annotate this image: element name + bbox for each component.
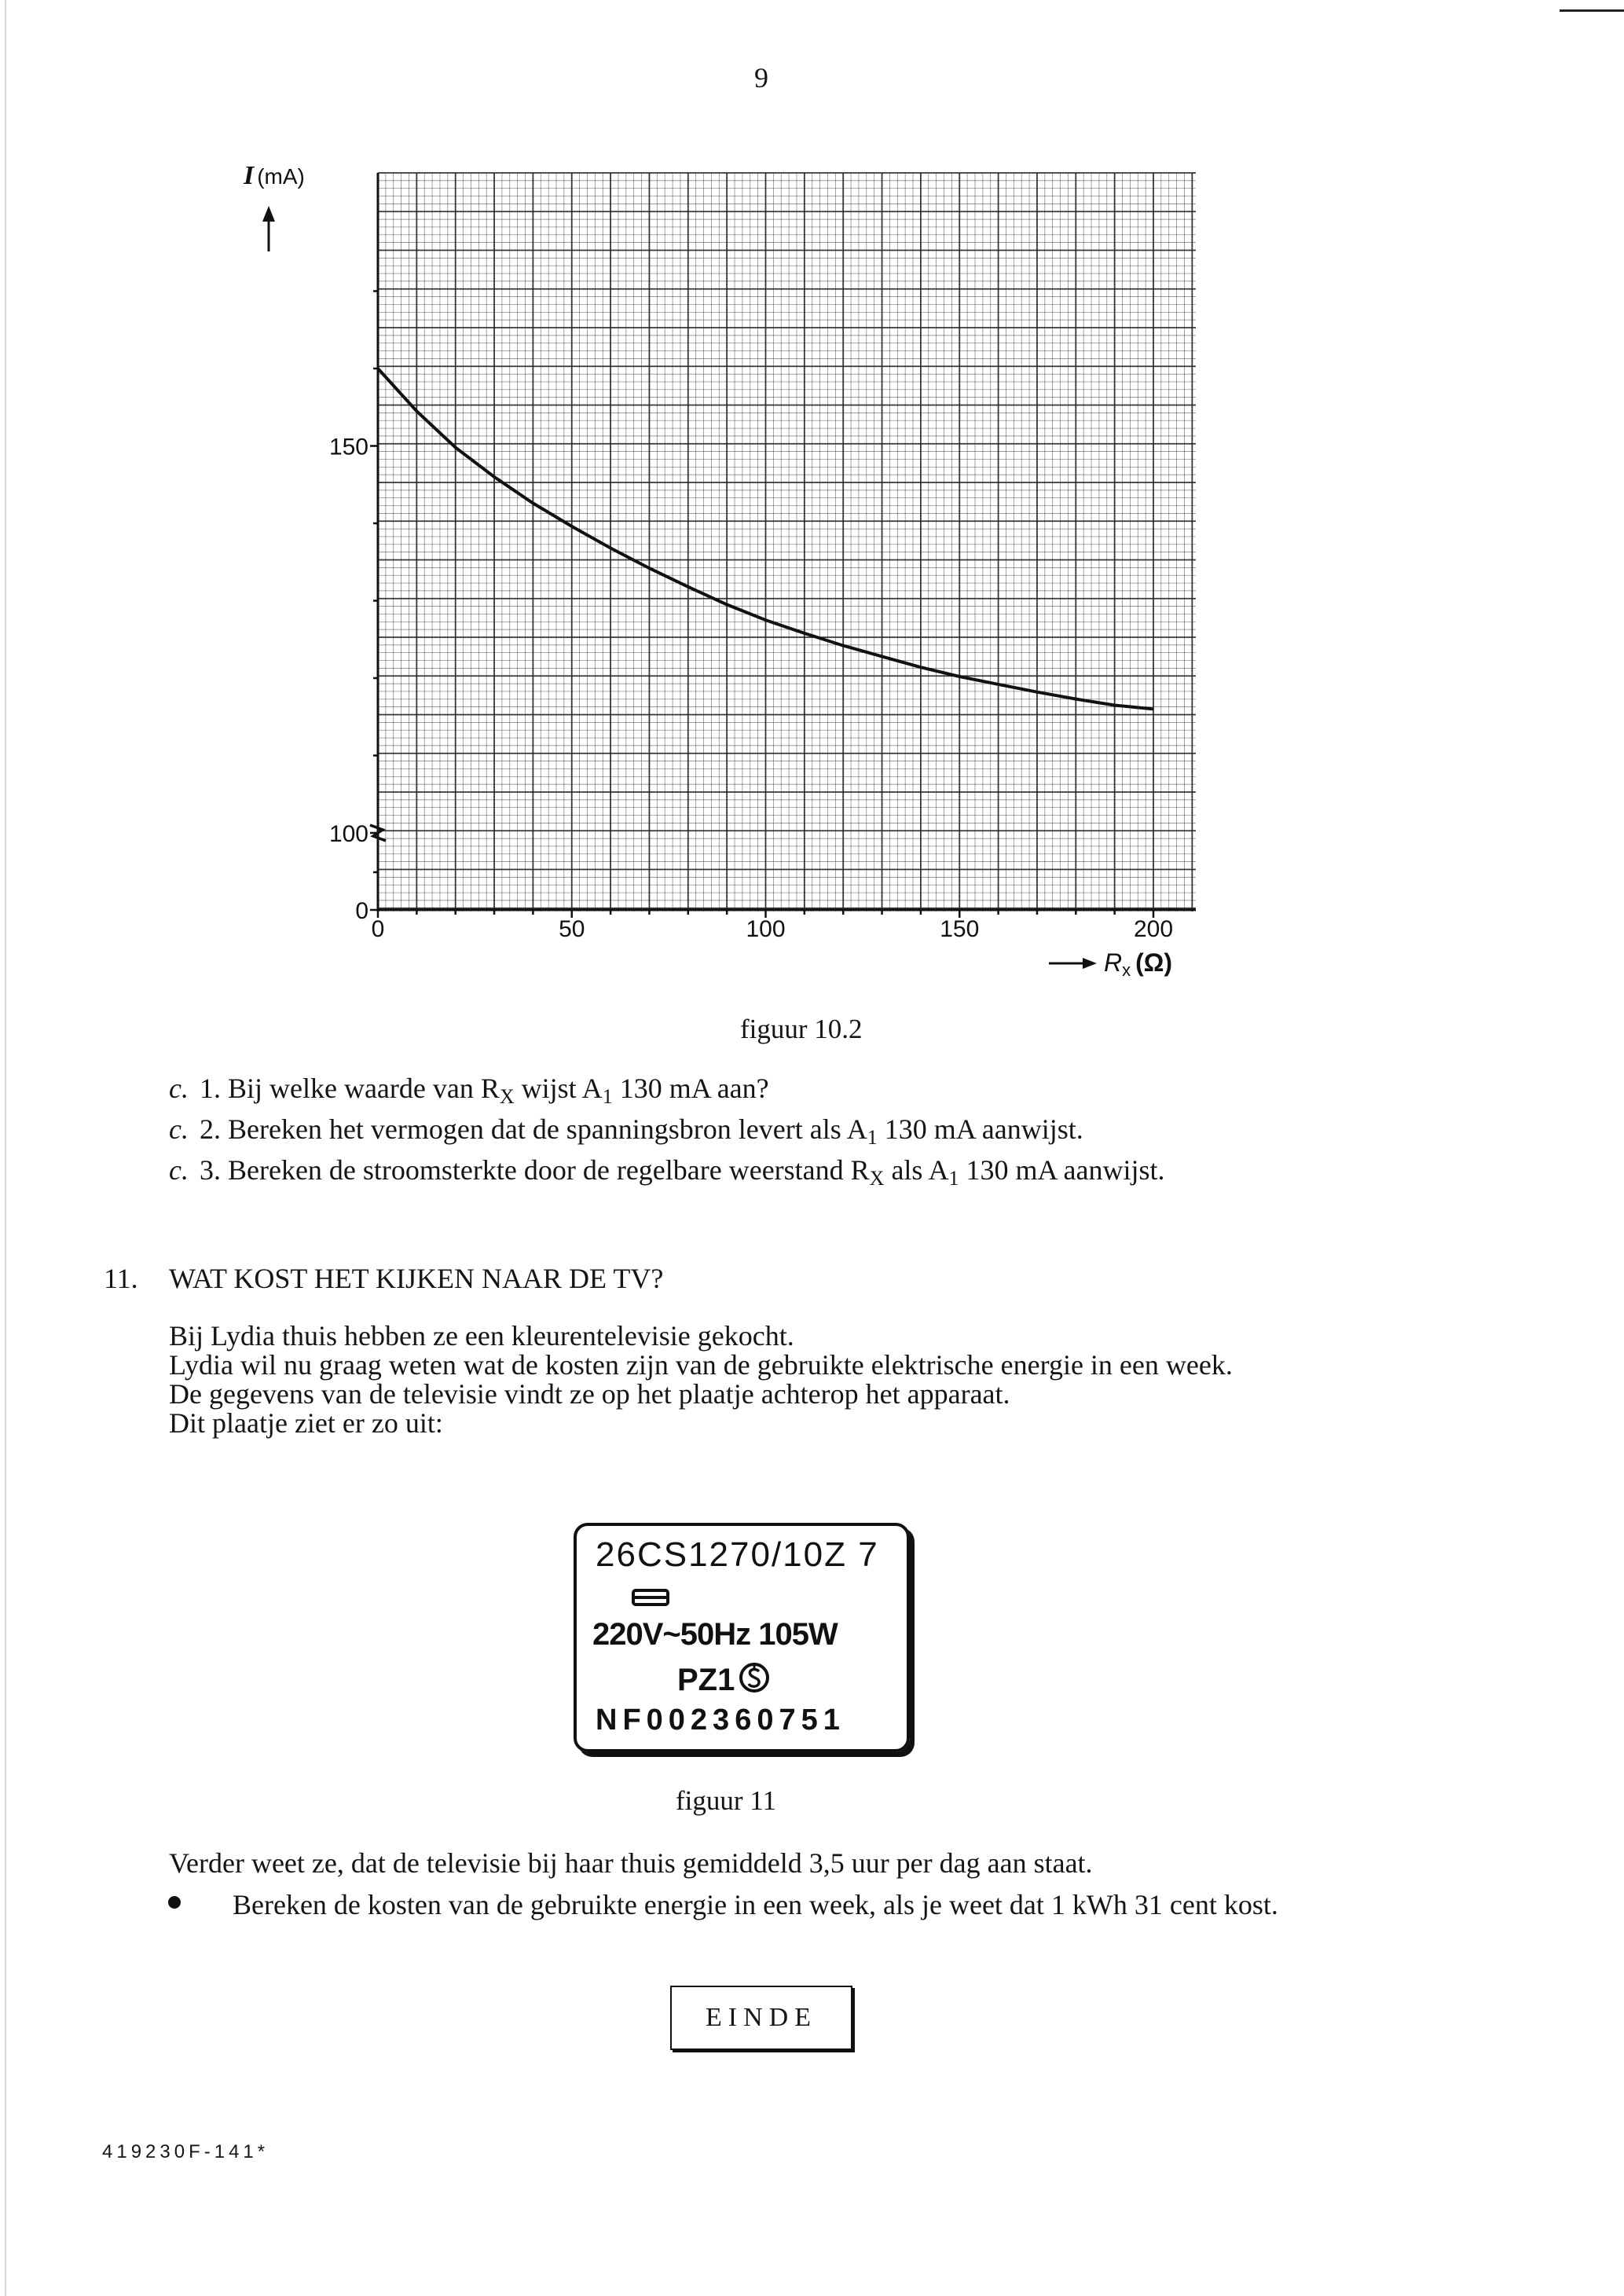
question-text: 130 mA aanwijst. [877,1113,1083,1145]
section-paragraph [169,1322,1233,1438]
fuse-icon [630,1586,671,1609]
y-axis-label: I (mA) [244,161,305,190]
question-label: c. [169,1154,189,1186]
question-c3 [169,1154,1164,1190]
x-tick-label: 150 [940,916,980,942]
question-text: 1. Bij welke waarde van R [199,1073,500,1104]
safety-mark-icon [739,1660,770,1696]
question-text: 130 mA aanwijst. [959,1154,1165,1186]
figure-10-2-chart [244,149,1218,990]
graph-paper-grid [370,173,1196,911]
x-tick-label: 0 [371,916,385,942]
subscript: 1 [867,1126,878,1149]
tv-type-plate [574,1523,910,1752]
question-c1 [169,1072,769,1109]
x-tick-label: 200 [1133,916,1174,942]
plate-mark: PZ1 [677,1663,735,1697]
x-tick-label: 100 [746,916,786,942]
section-number: 11. [104,1263,138,1294]
question-text: 2. Bereken het vermogen dat de spanningsbron levert als A [199,1113,867,1145]
y-tick-label: 100 [328,821,368,847]
footer-code: 419230F-141* [102,2141,269,2162]
page-edge-line [5,0,6,2296]
info-sentence: Verder weet ze, dat de televisie bij haar thuis gemiddeld 3,5 uur per dag aan staat. [169,1847,1093,1879]
paragraph-line: De gegevens van de televisie vindt ze op het plaatje achterop het apparaat. [169,1378,1010,1410]
axis-labels [243,161,1173,980]
axis-ticks [370,292,1153,919]
figure-caption-10-2: figuur 10.2 [740,1014,863,1044]
plate-rating: 220V~50Hz 105W [592,1617,838,1652]
subscript: X [499,1085,515,1108]
question-text: 130 mA aan? [612,1073,769,1104]
x-axis-label: Rx (Ω) [1104,948,1173,980]
paragraph-line: Dit plaatje ziet er zo uit: [169,1407,443,1439]
question-text: als A [884,1154,949,1186]
x-tick-label: 50 [559,916,585,942]
subscript: 1 [948,1167,959,1190]
subscript: X [869,1167,885,1190]
paragraph-line: Bij Lydia thuis hebben ze een kleurentelevisie gekocht. [169,1320,794,1352]
page-number: 9 [754,62,768,94]
subscript: 1 [602,1085,613,1108]
question-text: wijst A [514,1073,603,1104]
paragraph-line: Lydia wil nu graag weten wat de kosten zijn van de gebruikte elektrische energie in een week. [169,1349,1233,1381]
corner-rule [1560,9,1624,12]
question-label: c. [169,1073,189,1104]
figure-caption-11: figuur 11 [676,1785,776,1816]
question-label: c. [169,1113,189,1145]
end-box: EINDE [670,1986,852,2050]
bullet-task: Bereken de kosten van de gebruikte energie in een week, als je weet dat 1 kWh 31 cent kost. [233,1889,1278,1920]
y-axis-arrowhead [262,206,275,222]
question-c2 [169,1113,1083,1150]
plate-model: 26CS1270/10Z 7 [596,1535,879,1574]
plate-serial: NF002360751 [596,1704,845,1737]
section-title: WAT KOST HET KIJKEN NAAR DE TV? [169,1263,664,1294]
question-text: 3. Bereken de stroomsterkte door de regelbare weerstand R [199,1154,870,1186]
y-tick-label: 0 [355,898,368,924]
x-axis-arrowhead [1083,958,1097,969]
y-tick-label: 150 [328,434,368,460]
bullet-icon [168,1896,181,1909]
